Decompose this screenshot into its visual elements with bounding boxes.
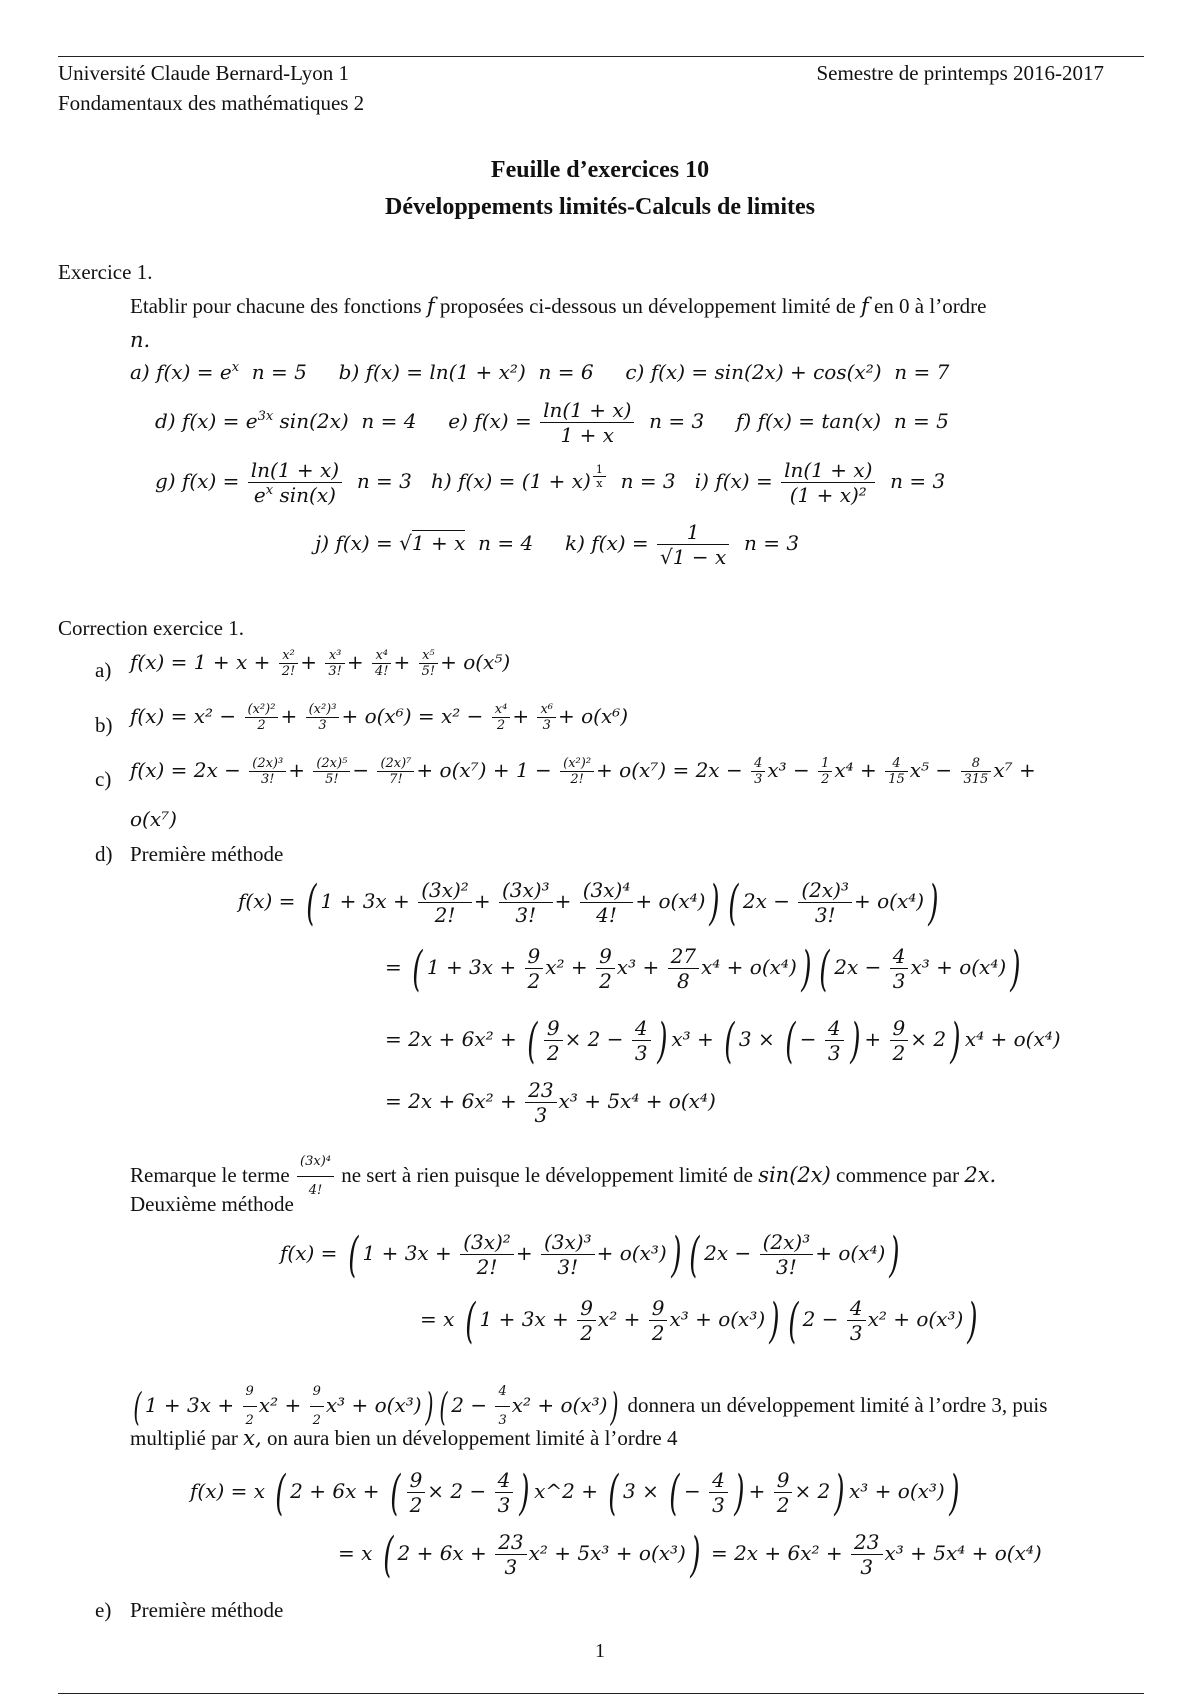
derivation-d2-line1: f(x) = ( 1 + 3x + $\frac{\text{(3x)²}}{2!}$ + $\frac{\text{(3x)³}}{3!}$ + o(x³)) ( 2x − $\frac{\text{(2x)³}}{3!}$ + o(x⁴)): [280, 1226, 900, 1283]
correction-label-b: b): [95, 713, 113, 737]
sheet-subtitle: Développements limités-Calculs de limites: [385, 194, 815, 220]
donnera-sentence: ( 1 + 3x + $\frac{9}{2}$ x² + $\frac{9}{2}$ x³ + o(x³)) ( 2 − $\frac{4}{3}$ x² + o(x³)) donnera un développement limité à l’ordre 3, puis: [130, 1378, 1047, 1435]
remark-text: Remarque le terme $\frac{\text{(3x)⁴}}{4!}$ ne sert à rien puisque le développement limité de sin(2x) commence par 2x.: [130, 1148, 996, 1205]
method-one-label: Première méthode: [130, 842, 284, 866]
correction-formula-b: f(x) = x² − $\frac{\text{(x²)²}}{2}$ + $\frac{\text{(x²)³}}{3}$ + o(x⁶) = x² − $\frac{\text{x⁴}}{2}$ + $\frac{\text{x⁶}}{3}$ + o(x⁶): [130, 702, 629, 733]
university-name: Université Claude Bernard-Lyon 1: [58, 61, 350, 85]
page-number: 1: [595, 1640, 605, 1662]
top-rule: [58, 56, 1144, 57]
derivation-d-line2: = ( 1 + 3x + $\frac{9}{2}$ x² + $\frac{9}{2}$ x³ + $\frac{27}{8}$ x⁴ + o(x⁴)) ( 2x − $\frac{4}{3}$ x³ + o(x⁴)): [385, 940, 1021, 997]
derivation-d2-line4: = x ( 2 + 6x + $\frac{23}{3}$ x² + 5x³ + o(x³)) = 2x + 6x² + $\frac{23}{3}$ x³ + 5x⁴ + o(x⁴): [338, 1526, 1042, 1583]
exercise-statement-n: n.: [130, 328, 151, 352]
exercise-statement: Etablir pour chacune des fonctions f proposées ci-dessous un développement limité de f en 0 à l’ordre: [130, 294, 987, 318]
correction-label-e: e): [95, 1598, 112, 1622]
function-row-def: d) $f(x) = e^{3x}$ sin(2x) n = 4 e) f(x) = $\frac{\ln(1 + x)}{1 + x}$ n = 3 f) f(x) = tan(x) n = 5: [155, 398, 949, 447]
header-left: [58, 58, 364, 118]
correction-label-a: a): [95, 658, 112, 682]
derivation-d-line4: = 2x + 6x² + $\frac{23}{3}$ x³ + 5x⁴ + o(x⁴): [385, 1078, 716, 1127]
function-row-abc: a) $f(x) = e^x$ n = 5 b) f(x) = ln(1 + x²) n = 6 c) f(x) = sin(2x) + cos(x²) n = 7: [130, 360, 950, 384]
course-name: Fondamentaux des mathématiques 2: [58, 91, 365, 115]
sheet-title: Feuille d’exercices 10: [490, 157, 710, 183]
correction-heading: Correction exercice 1.: [58, 616, 244, 640]
correction-label-c: c): [95, 767, 112, 791]
derivation-d2-line2: = x ( 1 + 3x + $\frac{9}{2}$ x² + $\frac{9}{2}$ x³ + o(x³)) ( 2 − $\frac{4}{3}$ x² + o(x³)): [420, 1292, 978, 1349]
derivation-d-line1: f(x) = ( 1 + 3x + $\frac{\text{(3x)²}}{2!}$ + $\frac{\text{(3x)³}}{3!}$ + $\frac{\text{(3x)⁴}}{4!}$ + o(x⁴)) ( 2x − $\frac{\text{(2x)³}}{3!}$ + o(x⁴)): [238, 874, 939, 931]
derivation-d-line3: = 2x + 6x² + ( $\frac{9}{2}$ × 2 − $\frac{4}{3}$ ) x³ + ( 3 × ( − $\frac{4}{3}$ ) + $\frac{9}{2}$ × 2) x⁴ + o(x⁴): [385, 1012, 1061, 1069]
fraction-e: $\frac{\ln(1 + x)}{1 + x}$: [540, 398, 634, 447]
fraction-i: $\frac{\ln(1 + x)}{\text{(1 + x)²}}$: [781, 458, 875, 507]
correction-label-d: d): [95, 842, 113, 866]
function-row-jk: j) f(x) = √1 + x n = 4 k) f(x) = $\frac{1}{√1 - x}$ n = 3: [315, 520, 800, 569]
bottom-rule: [58, 1693, 1144, 1694]
semester-label: Semestre de printemps 2016-2017: [816, 61, 1104, 85]
correction-formula-a: f(x) = 1 + x + $\frac{\text{x²}}{2!}$ + $\frac{\text{x³}}{3!}$ + $\frac{\text{x⁴}}{4!}$ + $\frac{\text{x⁵}}{5!}$ + o(x⁵): [130, 648, 511, 679]
exercise-heading: Exercice 1.: [58, 260, 153, 284]
exponent-fraction-h: 1 x: [593, 463, 606, 490]
correction-formula-c-tail: o(x⁷): [130, 807, 177, 831]
correction-formula-c: f(x) = 2x − $\frac{\text{(2x)³}}{3!}$ + $\frac{\text{(2x)⁵}}{5!}$ − $\frac{\text{(2x)⁷}}{7!}$ + o(x⁷) + 1 − $\frac{\text{(x²)²}}{2!}$ + o(x⁷) = 2x − $\frac{4}{3}$ x³ − $\frac{1}{2}$ x⁴ + $\frac{4}{15}$ x⁵ − $\frac{8}{315}$ x⁷ +: [130, 756, 1036, 787]
multiplie-sentence: multiplié par x, on aura bien un développement limité à l’ordre 4: [130, 1426, 678, 1450]
function-row-ghi: g) f(x) = $\frac{\ln(1 + x)}{e^x \sin(x)}$ n = 3 h) f(x) = (1 + x) $^{\frac{1}{x}}$ n = 3 i) f(x) = $\frac{\ln(1 + x)}{\text{(1 + x)²}}$ n = 3: [155, 458, 946, 507]
method-one-label-e: Première méthode: [130, 1598, 284, 1622]
method-two-label: Deuxième méthode: [130, 1192, 294, 1216]
fraction-k: $\frac{1}{√1 - x}$: [657, 520, 729, 569]
derivation-d2-line3: f(x) = x ( 2 + 6x + ( $\frac{9}{2}$ × 2 − $\frac{4}{3}$ ) x^2 + ( 3 × ( − $\frac{4}{3}$ ) + $\frac{9}{2}$ × 2) x³ + o(x³)): [190, 1464, 960, 1521]
fraction-g: $\frac{\ln(1 + x)}{e^x \sin(x)}$: [248, 458, 342, 507]
